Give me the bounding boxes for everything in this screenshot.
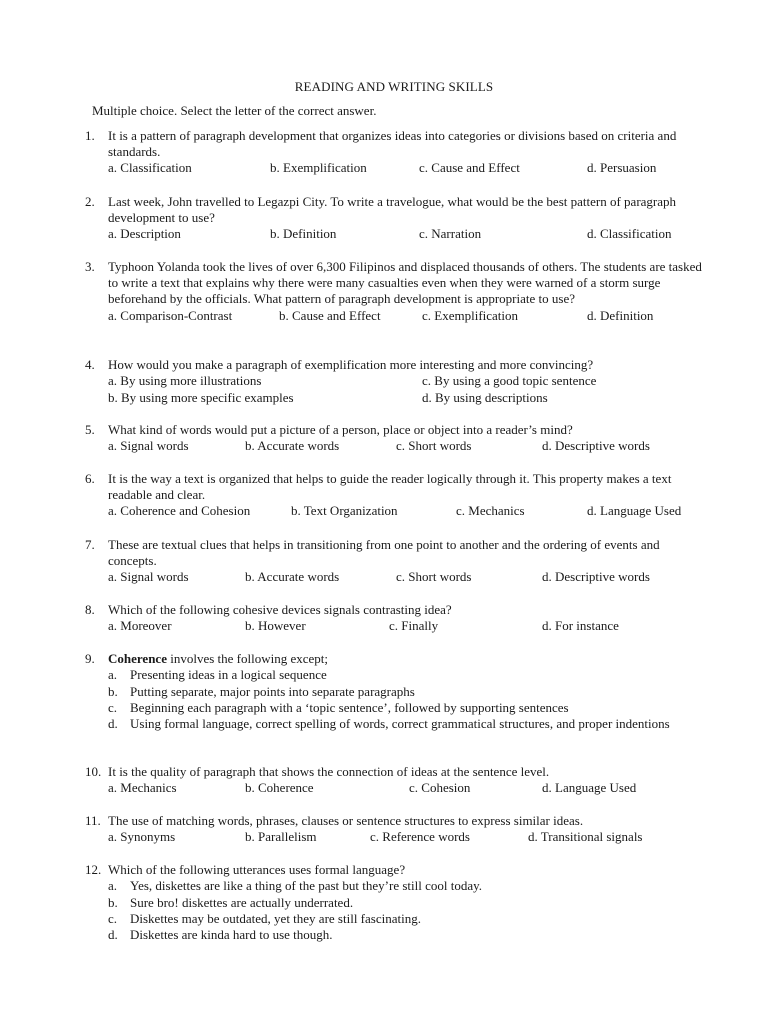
question-7 [0, 537, 768, 586]
answer-option: d. Language Used [542, 780, 637, 796]
question-number: 11. [85, 813, 101, 828]
question-number: 12. [85, 862, 102, 877]
question-number: 7. [85, 537, 95, 552]
answer-options [0, 373, 768, 389]
option-text: Diskettes are kinda hard to use though. [130, 927, 333, 943]
question-3 [0, 259, 768, 324]
answer-options [0, 618, 768, 634]
answer-options [0, 438, 768, 454]
answer-options [0, 503, 768, 519]
answer-option: d. Transitional signals [528, 829, 643, 845]
option-text: Beginning each paragraph with a ‘topic sentence’, followed by supporting sentences [130, 700, 569, 716]
answer-option: d. By using descriptions [422, 389, 548, 405]
answer-option: c. Finally [389, 618, 439, 634]
stem-text: involves the following except; [166, 651, 328, 666]
question-stem: The use of matching words, phrases, clauses or sentence structures to express similar ideas. [108, 813, 584, 828]
question-stem [108, 651, 702, 667]
answer-option [108, 684, 702, 700]
answer-option: d. For instance [542, 618, 619, 634]
answer-option: b. Text Organization [291, 503, 398, 519]
option-letter: c. [108, 700, 118, 716]
answer-option: d. Classification [587, 226, 672, 242]
question-9 [0, 651, 768, 733]
answer-option: c. Short words [396, 438, 472, 454]
answer-option: b. Coherence [245, 780, 314, 796]
instructions: Multiple choice. Select the letter of the correct answer. [92, 103, 377, 118]
answer-option: a. Signal words [108, 438, 189, 454]
option-text: Putting separate, major points into separate paragraphs [130, 683, 415, 699]
option-letter: d. [108, 716, 118, 732]
answer-option: c. Reference words [370, 829, 470, 845]
answer-option: a. By using more illustrations [108, 373, 262, 389]
answer-option: b. Accurate words [245, 438, 340, 454]
answer-option: c. Narration [419, 226, 482, 242]
question-5 [0, 422, 768, 455]
question-2 [0, 194, 768, 243]
answer-option [108, 895, 702, 911]
question-number: 5. [85, 422, 95, 437]
question-stem: How would you make a paragraph of exemplification more interesting and more convincing? [108, 357, 594, 372]
question-stem: These are textual clues that helps in transitioning from one point to another and the ordering of events and concepts. [108, 537, 660, 569]
document-title: READING AND WRITING SKILLS [294, 79, 494, 94]
answer-option: b. Definition [270, 226, 337, 242]
answer-option: c. Cause and Effect [419, 160, 520, 176]
answer-option: b. However [245, 618, 306, 634]
answer-option: d. Descriptive words [542, 438, 650, 454]
answer-option [108, 716, 702, 732]
option-letter: b. [108, 894, 118, 910]
answer-options [0, 780, 768, 796]
question-number: 8. [85, 602, 95, 617]
answer-option [108, 667, 702, 683]
option-text: Presenting ideas in a logical sequence [130, 667, 327, 683]
option-text: Yes, diskettes are like a thing of the past but they’re still cool today. [130, 878, 483, 894]
question-6 [0, 471, 768, 520]
question-12 [0, 862, 768, 944]
answer-option: d. Definition [587, 307, 654, 323]
option-letter: c. [108, 911, 118, 927]
answer-options [0, 226, 768, 242]
question-11 [0, 813, 768, 846]
option-letter: a. [108, 878, 118, 894]
answer-options [0, 390, 768, 406]
question-number: 10. [85, 764, 102, 779]
option-text: Sure bro! diskettes are actually underrated. [130, 894, 354, 910]
question-stem: What kind of words would put a picture of a person, place or object into a reader’s mind? [108, 422, 573, 437]
answer-option [108, 911, 702, 927]
answer-option [108, 878, 702, 894]
answer-option: c. By using a good topic sentence [422, 373, 597, 389]
answer-option: b. Exemplification [270, 160, 367, 176]
question-stem: Typhoon Yolanda took the lives of over 6,300 Filipinos and displaced thousands of others. The students are tasked to write a text that explains why there were many casualties even when they were warned of a storm surge beforehand by the officials. What pattern of paragraph development is appropriate to use? [108, 259, 702, 307]
option-text: Using formal language, correct spelling of words, correct grammatical structures, and proper indentions [130, 716, 670, 732]
option-letter: a. [108, 667, 118, 683]
answer-option: b. Parallelism [245, 829, 317, 845]
answer-options [0, 569, 768, 585]
question-number: 6. [85, 471, 95, 486]
answer-option: b. By using more specific examples [108, 389, 294, 405]
question-stem: It is the way a text is organized that helps to guide the reader logically through it. This property makes a text readable and clear. [108, 471, 672, 503]
question-number: 2. [85, 194, 95, 209]
question-number: 4. [85, 357, 95, 372]
answer-option: b. Accurate words [245, 569, 340, 585]
answer-option: d. Descriptive words [542, 569, 650, 585]
answer-options [0, 829, 768, 845]
answer-option: c. Cohesion [409, 780, 471, 796]
question-number: 1. [85, 128, 95, 143]
question-number: 3. [85, 259, 95, 274]
question-stem: It is a pattern of paragraph development that organizes ideas into categories or divisions based on criteria and standards. [108, 128, 677, 160]
answer-option: a. Signal words [108, 569, 189, 585]
question-8 [0, 602, 768, 635]
answer-options [0, 308, 768, 324]
answer-option: a. Description [108, 226, 181, 242]
answer-option: c. Exemplification [422, 307, 519, 323]
question-1 [0, 128, 768, 177]
option-letter: d. [108, 927, 118, 943]
answer-option: a. Coherence and Cohesion [108, 503, 251, 519]
answer-option: a. Moreover [108, 618, 172, 634]
question-10 [0, 764, 768, 797]
answer-option [108, 700, 702, 716]
answer-option: a. Classification [108, 160, 192, 176]
answer-option: a. Mechanics [108, 780, 177, 796]
question-stem: Last week, John travelled to Legazpi City. To write a travelogue, what would be the best pattern of paragraph development to use? [108, 194, 677, 226]
answer-option: a. Synonyms [108, 829, 176, 845]
question-stem: It is the quality of paragraph that shows the connection of ideas at the sentence level. [108, 764, 550, 779]
answer-option: c. Short words [396, 569, 472, 585]
option-text: Diskettes may be outdated, yet they are still fascinating. [130, 911, 421, 927]
question-stem: Which of the following utterances uses formal language? [108, 862, 406, 877]
answer-option: d. Persuasion [587, 160, 657, 176]
stem-keyword: Coherence [108, 651, 167, 666]
answer-option: a. Comparison-Contrast [108, 307, 233, 323]
answer-option: d. Language Used [587, 503, 682, 519]
answer-option: b. Cause and Effect [279, 307, 381, 323]
question-stem: Which of the following cohesive devices signals contrasting idea? [108, 602, 452, 617]
question-4 [0, 357, 768, 406]
answer-option: c. Mechanics [456, 503, 525, 519]
answer-options [0, 160, 768, 176]
answer-option [108, 927, 702, 943]
question-number: 9. [85, 651, 95, 666]
option-letter: b. [108, 683, 118, 699]
